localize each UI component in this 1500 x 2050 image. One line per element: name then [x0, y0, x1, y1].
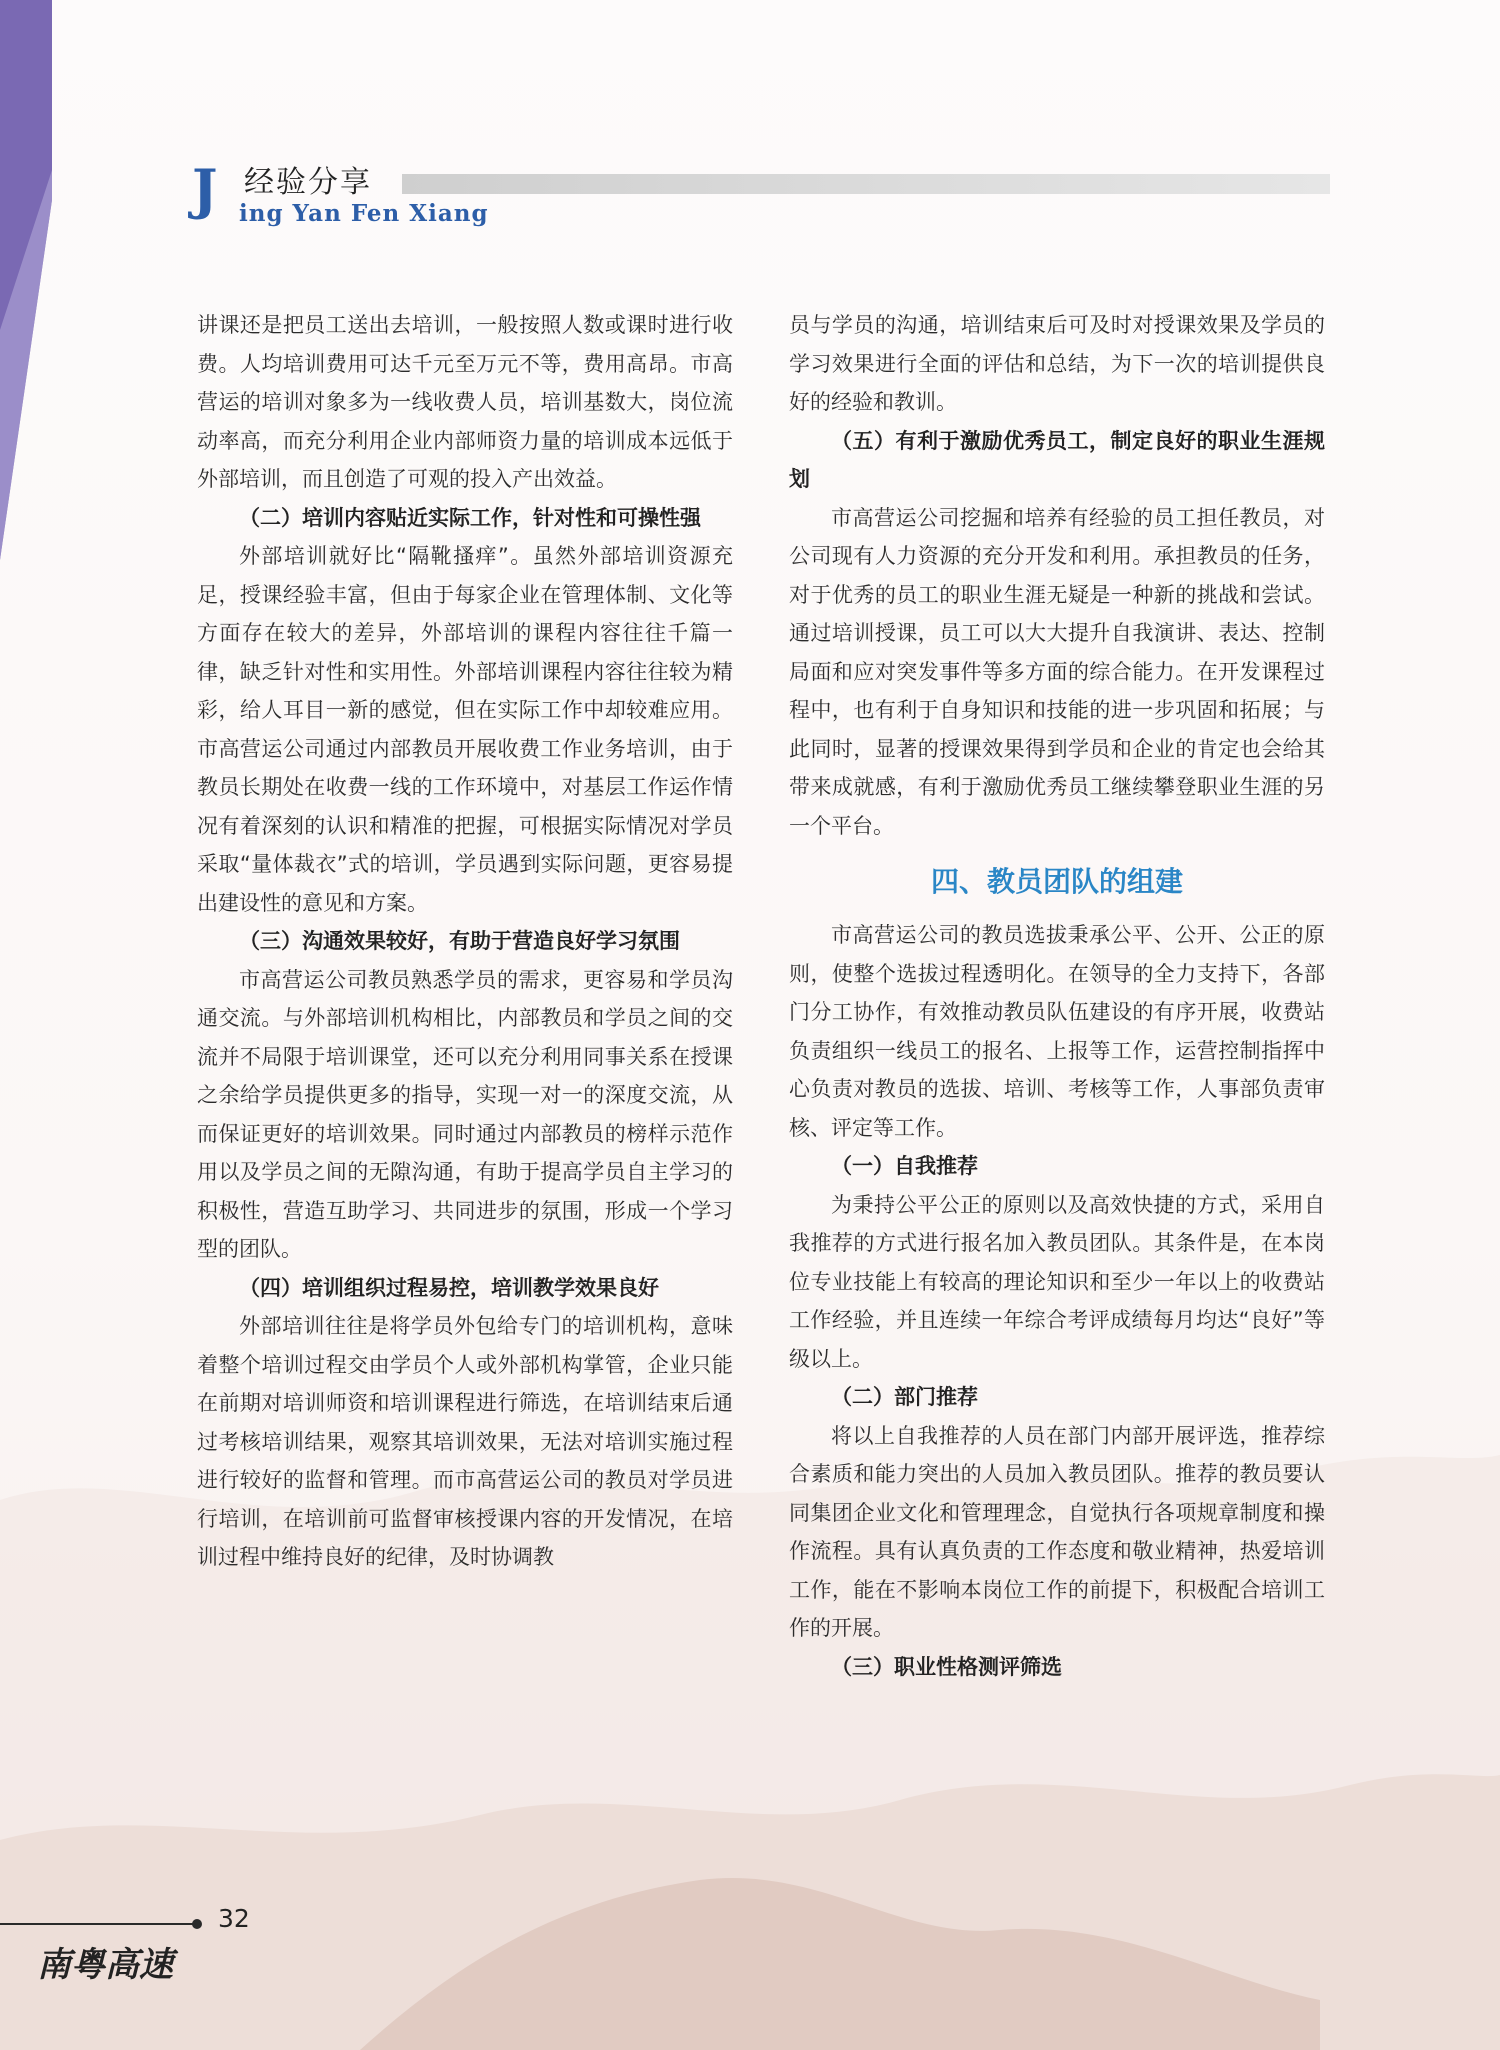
subheading: （三）职业性格测评筛选 — [831, 1654, 1062, 1679]
body-paragraph: 市高营运公司教员熟悉学员的需求，更容易和学员沟通交流。与外部培训机构相比，内部教员和学员之间的交流并不局限于培训课堂，还可以充分利用同事关系在授课之余给学员提供更多的指导，实现一对一的深度交流，从而保证更好的培训效果。同时通过内部教员的榜样示范作用以及学员之间的无隙沟通，有助于提高学员自主学习的积极性，营造互助学习、共同进步的氛围，形成一个学习型的团队。 — [197, 967, 733, 1261]
right-column — [789, 306, 1325, 1686]
subheading: （二）部门推荐 — [831, 1385, 978, 1409]
header-bar — [402, 174, 1330, 194]
header-initial-letter: J — [192, 157, 218, 221]
subheading: （一）自我推荐 — [831, 1154, 978, 1178]
header-title: 经验分享 — [244, 165, 372, 200]
svg-text:南粤高速: 南粤高速 — [37, 1945, 173, 1985]
body-paragraph: 员与学员的沟通，培训结束后可及时对授课效果及学员的学习效果进行全面的评估和总结，为下一次的培训提供良好的经验和教训。 — [789, 313, 1325, 414]
body-paragraph: 讲课还是把员工送出去培训，一般按照人数或课时进行收费。人均培训费用可达千元至万元不等，费用高昂。市高营运的培训对象多为一线收费人员，培训基数大，岗位流动率高，而充分利用企业内部师资力量的培训成本远低于外部培训，而且创造了可观的投入产出效益。 — [197, 313, 733, 491]
side-stripe-decoration — [0, 0, 60, 560]
subheading: （五）有利于激励优秀员工，制定良好的职业生涯规划 — [789, 428, 1325, 491]
section-header — [190, 157, 1330, 240]
header-subtitle: ing Yan Fen Xiang — [239, 200, 489, 227]
body-paragraph: 为秉持公平公正的原则以及高效快捷的方式，采用自我推荐的方式进行报名加入教员团队。其条件是，在本岗位专业技能上有较高的理论知识和至少一年以上的收费站工作经验，并且连续一年综合考评成绩每月均达“良好”等级以上。 — [789, 1192, 1325, 1371]
body-paragraph: 市高营运公司的教员选拔秉承公平、公开、公正的原则，使整个选拔过程透明化。在领导的全力支持下，各部门分工协作，有效推动教员队伍建设的有序开展，收费站负责组织一线员工的报名、上报等工作，运营控制指挥中心负责对教员的选拔、培训、考核等工作，人事部负责审核、评定等工作。 — [789, 923, 1325, 1140]
body-paragraph: 外部培训往往是将学员外包给专门的培训机构，意味着整个培训过程交由学员个人或外部机构掌管，企业只能在前期对培训师资和培训课程进行筛选，在培训结束后通过考核培训结果，观察其培训效果，无法对培训实施过程进行较好的监督和管理。而市高营运公司的教员对学员进行培训，在培训前可监督审核授课内容的开发情况，在培训过程中维持良好的纪律，及时协调教 — [197, 1314, 733, 1569]
body-paragraph: 市高营运公司挖掘和培养有经验的员工担任教员，对公司现有人力资源的充分开发和利用。承担教员的任务，对于优秀的员工的职业生涯无疑是一种新的挑战和尝试。通过培训授课，员工可以大大提升自我演讲、表达、控制局面和应对突发事件等多方面的综合能力。在开发课程过程中，也有利于自身知识和技能的进一步巩固和拓展；与此同时，显著的授课效果得到学员和企业的肯定也会给其带来成就感，有利于激励优秀员工继续攀登职业生涯的另一个平台。 — [789, 505, 1325, 838]
footer-rule — [0, 1923, 196, 1925]
magazine-logo — [35, 1938, 195, 1988]
body-paragraph: 外部培训就好比“隔靴搔痒”。虽然外部培训资源充足，授课经验丰富，但由于每家企业在管理体制、文化等方面存在较大的差异，外部培训的课程内容往往千篇一律，缺乏针对性和实用性。外部培训课程内容往往较为精彩，给人耳目一新的感觉，但在实际工作中却较难应用。市高营运公司通过内部教员开展收费工作业务培训，由于教员长期处在收费一线的工作环境中，对基层工作运作情况有着深刻的认识和精准的把握，可根据实际情况对学员采取“量体裁衣”式的培训，学员遇到实际问题，更容易提出建设性的意见和方案。 — [197, 544, 733, 915]
body-paragraph: 将以上自我推荐的人员在部门内部开展评选，推荐综合素质和能力突出的人员加入教员团队。推荐的教员要认同集团企业文化和管理理念，自觉执行各项规章制度和操作流程。具有认真负责的工作态度和敬业精神，热爱培训工作，能在不影响本岗位工作的前提下，积极配合培训工作的开展。 — [789, 1423, 1325, 1640]
page-number: 32 — [218, 1904, 250, 1933]
subheading: （四）培训组织过程易控，培训教学效果良好 — [239, 1275, 659, 1300]
footer-dot — [192, 1919, 202, 1929]
subheading: （三）沟通效果较好，有助于营造良好学习氛围 — [239, 929, 680, 953]
left-column — [197, 306, 733, 1577]
section-heading: 四、教员团队的组建 — [930, 865, 1183, 898]
subheading: （二）培训内容贴近实际工作，针对性和可操性强 — [239, 505, 701, 530]
